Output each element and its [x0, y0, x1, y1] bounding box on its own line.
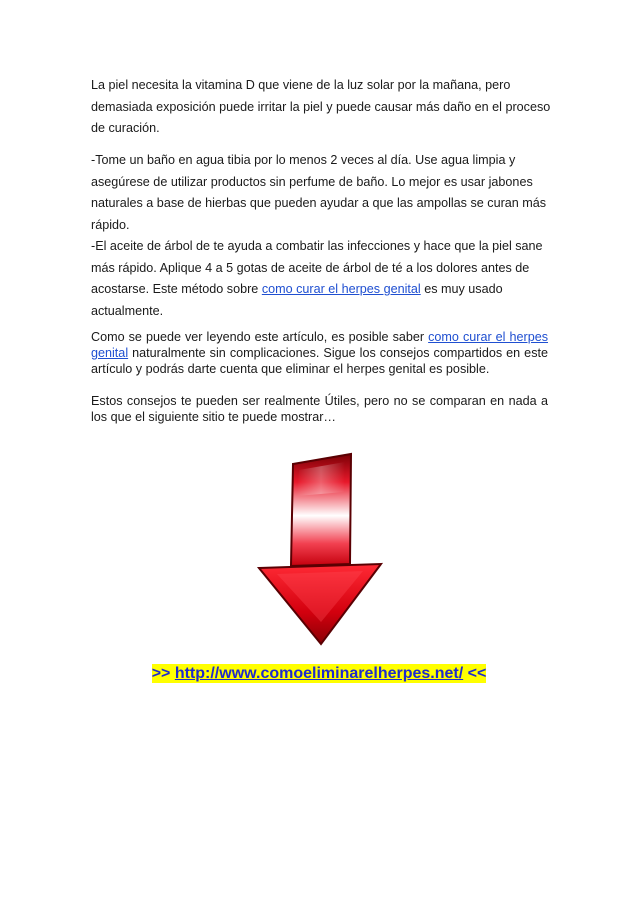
cta-url-link[interactable]: http://www.comoeliminarelherpes.net/ — [174, 665, 464, 682]
paragraph-text: es muy usado actualmente. — [91, 282, 503, 318]
paragraph-text: naturalmente sin complicaciones. Sigue los consejos compartidos en este artículo y podrás darte cuenta que eliminar el herpes genital es posible. — [91, 346, 548, 376]
paragraph-bath: -Tome un baño en agua tibia por lo menos 2 veces al día. Use agua limpia y asegúrese de utilizar productos sin perfume de baño. Lo mejor es usar jabones naturales a base de hierbas que pueden ayudar a que las ampollas se curan más rápido. — [91, 153, 547, 232]
paragraph-tea-tree-oil — [91, 236, 551, 322]
paragraph-conclusion — [91, 329, 548, 377]
paragraph-text: -El aceite de árbol de te ayuda a combatir las infecciones y hace que la piel sane más rápido. Aplique 4 a 5 gotas de aceite de árbol de té a los dolores antes de acostarse. Este método sobre — [91, 239, 543, 296]
paragraph-teaser: Estos consejos te pueden ser realmente Útiles, pero no se comparan en nada a los que el siguiente sitio te puede mostrar… — [91, 394, 548, 424]
como-curar-link[interactable]: como curar el herpes genital — [261, 282, 421, 296]
down-arrow-icon — [255, 452, 385, 647]
cta-suffix: << — [463, 665, 487, 682]
paragraph-text: Como se puede ver leyendo este artículo, es posible saber — [91, 330, 429, 344]
cta-highlight — [152, 664, 487, 683]
cta-line — [0, 665, 638, 683]
paragraph-vitamin-d: La piel necesita la vitamina D que viene de la luz solar por la mañana, pero demasiada exposición puede irritar la piel y puede causar más daño en el proceso de curación. — [91, 78, 551, 135]
como-curar-link-2[interactable]: como curar el herpes genital — [91, 330, 549, 360]
cta-prefix: >> — [151, 665, 175, 682]
